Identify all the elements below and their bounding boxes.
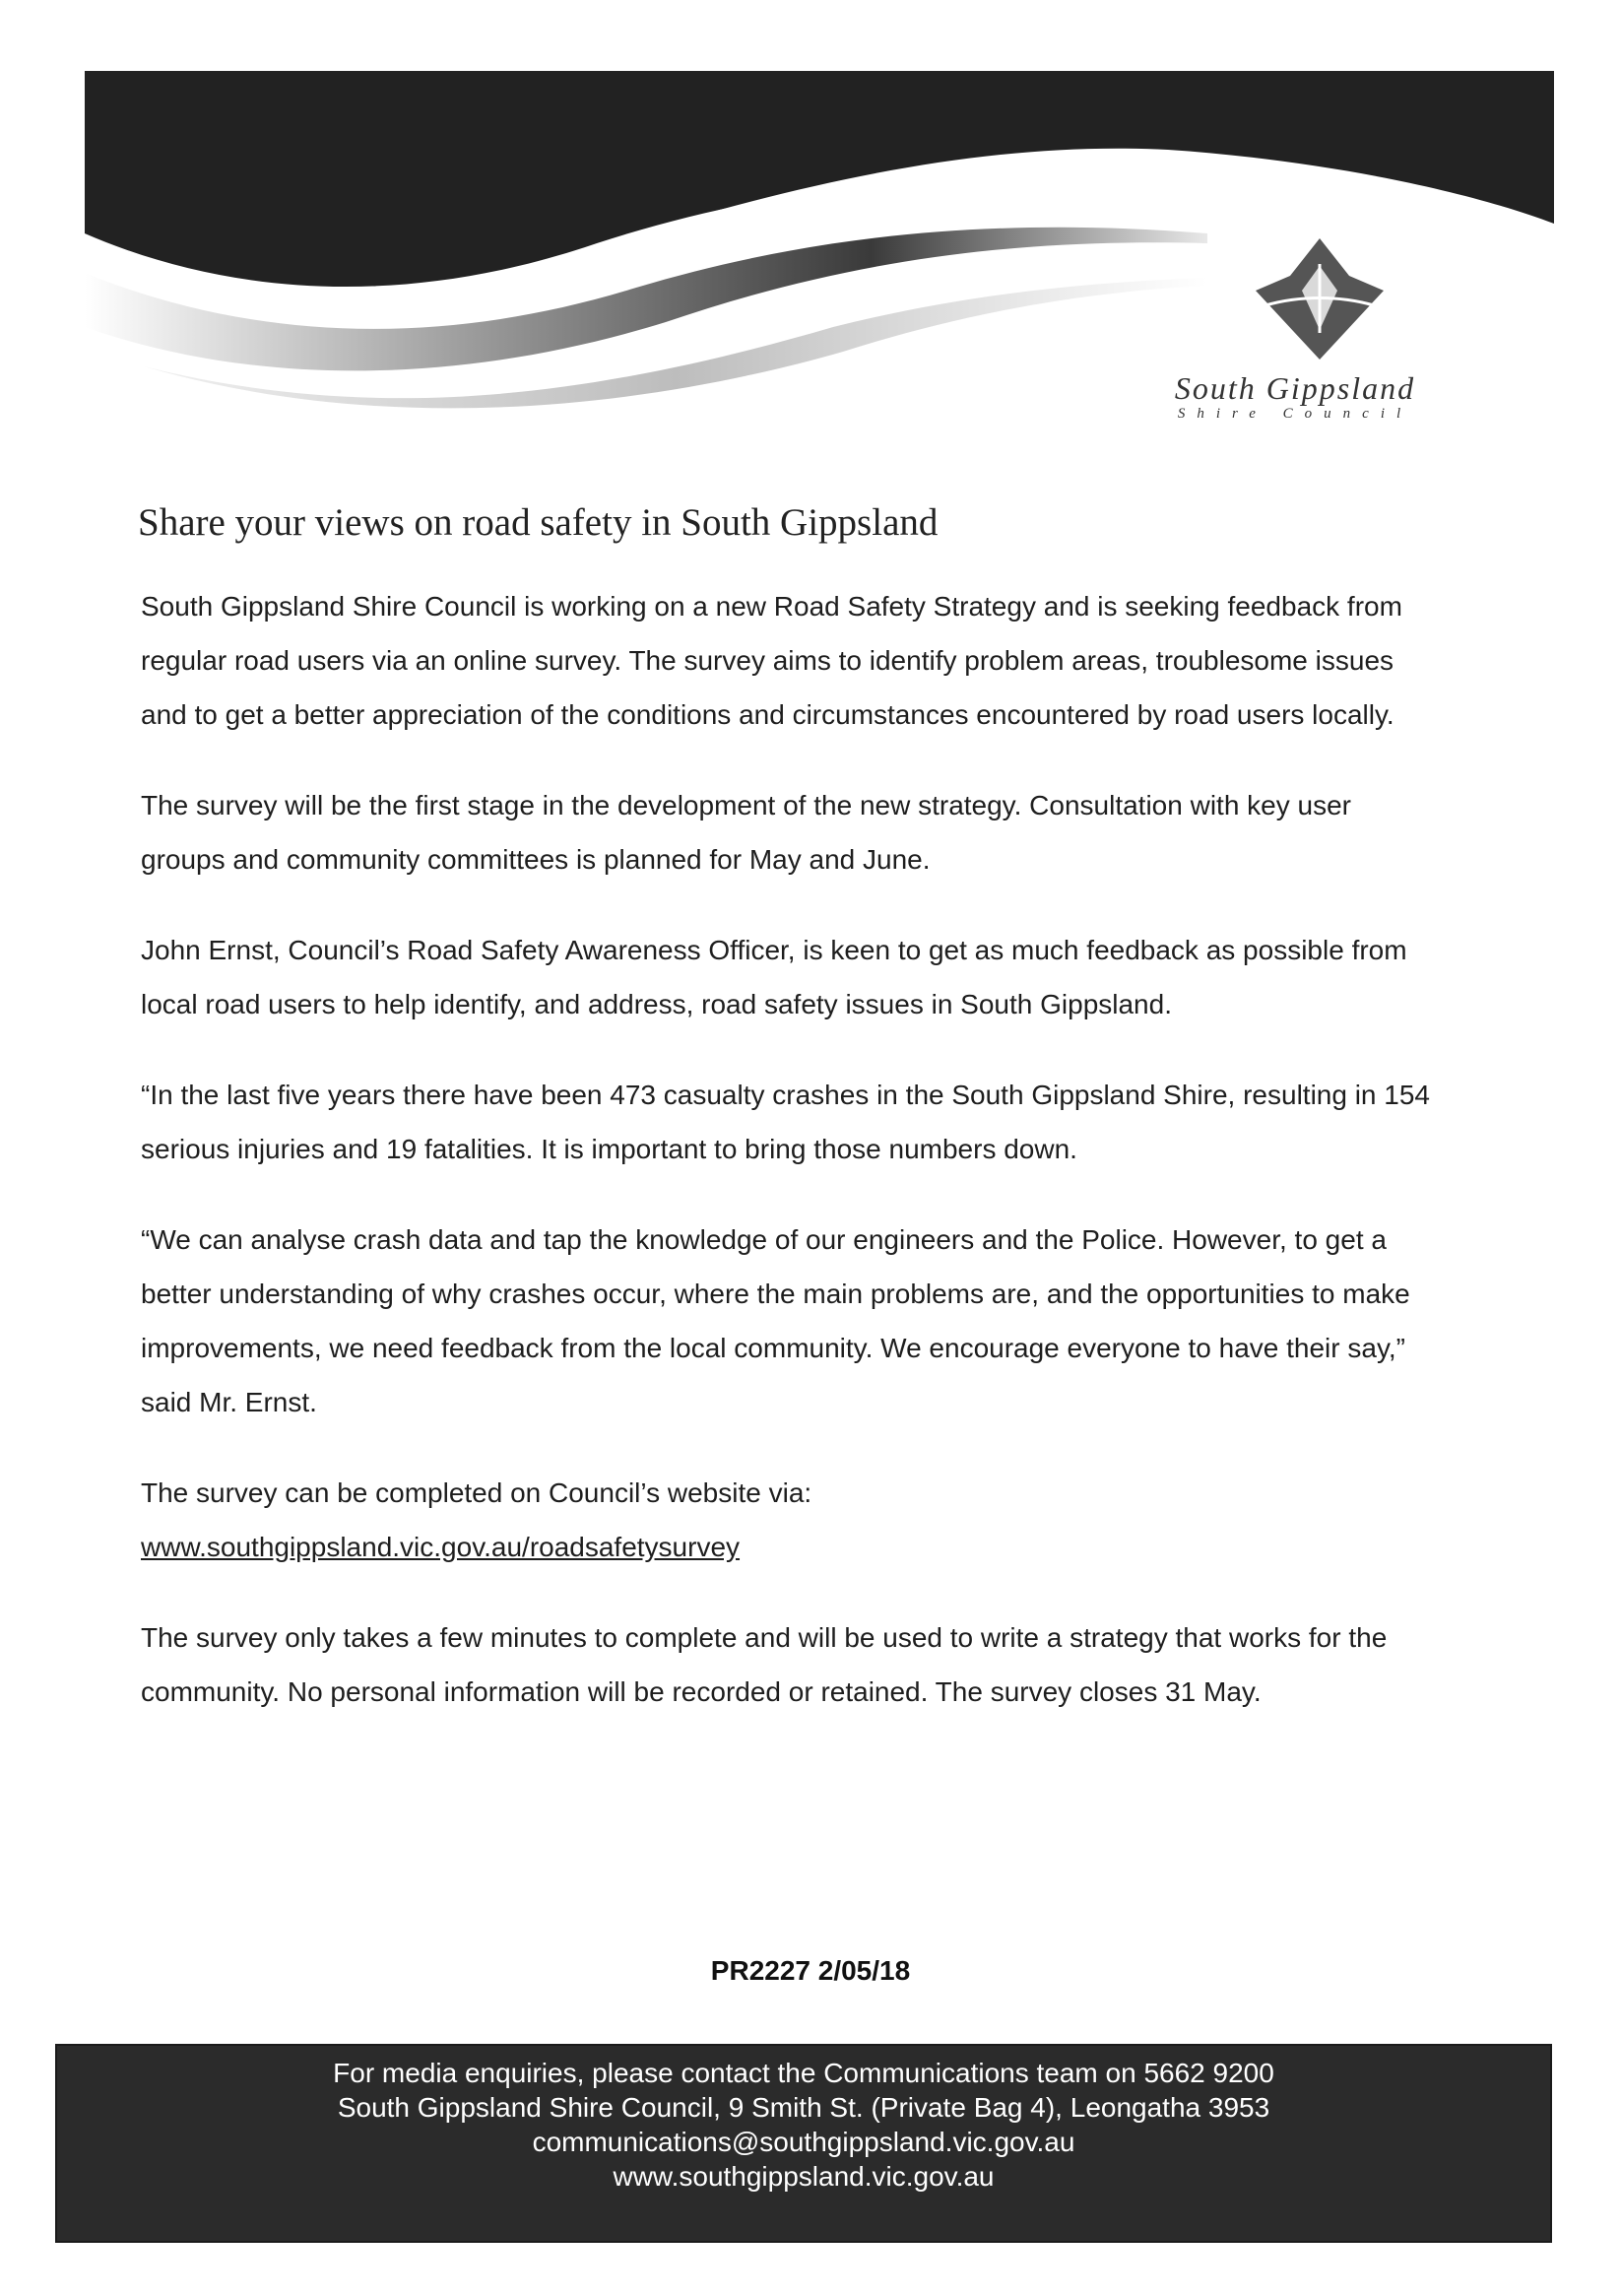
paragraph-3: John Ernst, Council’s Road Safety Awareness Officer, is keen to get as much feedback as possible from local road users to help identify, and address, road safety issues in South Gippsland. xyxy=(141,935,1407,1019)
paragraph-7: The survey only takes a few minutes to complete and will be used to write a strategy that works for the community. No personal information will be recorded or retained. The survey closes 31 May. xyxy=(141,1622,1388,1707)
survey-link[interactable]: www.southgippsland.vic.gov.au/roadsafetysurvey xyxy=(141,1532,741,1562)
footer-line-2: South Gippsland Shire Council, 9 Smith St. (Private Bag 4), Leongatha 3953 xyxy=(337,2092,1270,2123)
survey-intro: The survey can be completed on Council’s website via: xyxy=(141,1477,812,1508)
logo-name: South Gippsland xyxy=(1174,370,1416,406)
footer-email[interactable]: communications@southgippsland.vic.gov.au xyxy=(532,2127,1075,2157)
paragraph-6 xyxy=(141,1466,1441,1574)
logo-subtitle: Shire Council xyxy=(1177,406,1413,422)
footer-website[interactable]: www.southgippsland.vic.gov.au xyxy=(613,2161,995,2192)
footer-contact xyxy=(55,2044,1552,2243)
article-body xyxy=(141,579,1441,1755)
page-title: Share your views on road safety in South Gippsland xyxy=(138,501,939,544)
paragraph-2: The survey will be the first stage in the development of the new strategy. Consultation with key user groups and community committees is planned for May and June. xyxy=(141,790,1351,875)
paragraph-5: “We can analyse crash data and tap the knowledge of our engineers and the Police. However, to get a better understanding of why crashes occur, where the main problems are, and the opportunities to make improvements, we need feedback from the local community. We encourage everyone to have their say,” said Mr. Ernst. xyxy=(141,1224,1410,1417)
paragraph-1: South Gippsland Shire Council is working on a new Road Safety Strategy and is seeking feedback from regular road users via an online survey. The survey aims to identify problem areas, troublesome issues and to get a better appreciation of the conditions and circumstances encountered by road users locally. xyxy=(141,591,1402,730)
paragraph-4: “In the last five years there have been 473 casualty crashes in the South Gippsland Shire, resulting in 154 serious injuries and 19 fatalities. It is important to bring those numbers down. xyxy=(141,1080,1430,1164)
council-logo xyxy=(1221,236,1418,369)
council-emblem-icon xyxy=(1221,236,1418,364)
press-release-number: PR2227 2/05/18 xyxy=(710,1955,911,1986)
footer-line-1: For media enquiries, please contact the Communications team on 5662 9200 xyxy=(333,2058,1274,2088)
